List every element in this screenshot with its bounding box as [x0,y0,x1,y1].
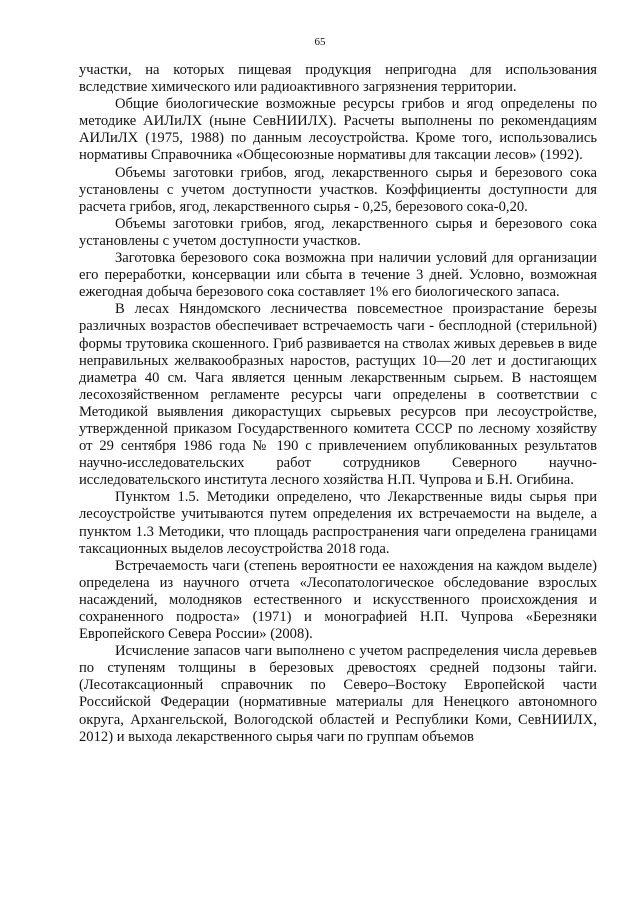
paragraph-9: Исчисление запасов чаги выполнено с учетом распределения числа деревьев по ступеням толщины в березовых древостоях средней подзоны тайги. (Лесотаксационный справочник по Северо–Востоку Европейской части Российской Федерации (нормативные материалы для Ненецкого автономного округа, Архангельской, Вологодской областей и Республики Коми, СевНИИЛХ, 2012) и выхода лекарственного сырья чаги по группам объемов [79,643,597,745]
paragraph-2: Общие биологические возможные ресурсы грибов и ягод определены по методике АИЛиЛХ (ныне СевНИИЛХ). Расчеты выполнены по рекомендациям АИЛиЛХ (1975, 1988) по данным лесоустройства. Кроме того, использовались нормативы Справочника «Общесоюзные нормативы для таксации лесов» (1992). [79,96,597,164]
page-number: 65 [314,36,326,48]
paragraph-4: Объемы заготовки грибов, ягод, лекарственного сырья и березового сока установлены с учетом доступности участков. [79,215,597,249]
paragraph-1: участки, на которых пищевая продукция непригодна для использования вследствие химического или радиоактивного загрязнения территории. [79,62,597,96]
paragraph-6: В лесах Няндомского лесничества повсеместное произрастание березы различных возрастов обеспечивает встречаемость чаги - бесплодной (стерильной) формы трутовика скошенного. Гриб развивается на стволах живых деревьев в виде неправильных желвакообразных наростов, растущих 10—20 лет и достигающих диаметра 40 см. Чага является ценным лекарственным сырьем. В настоящем лесохозяйственном регламенте ресурсы чаги определены в соответствии с Методикой выявления дикорастущих сырьевых ресурсов при лесоустройстве, утвержденной приказом Государственного комитета СССР по лесному хозяйству от 29 сентября 1986 года № 190 с привлечением опубликованных результатов научно-исследовательских работ сотрудников Северного научно-исследовательского института лесного хозяйства Н.П. Чупрова и Б.Н. Огибина. [79,301,597,489]
paragraph-5: Заготовка березового сока возможна при наличии условий для организации его переработки, консервации или сбыта в течение 3 дней. Условно, возможная ежегодная добыча березового сока составляет 1% его биологического запаса. [79,250,597,301]
paragraph-7: Пунктом 1.5. Методики определено, что Лекарственные виды сырья при лесоустройстве учитываются путем определения их встречаемости на выделе, а пунктом 1.3 Методики, что площадь распространения чаги определена границами таксационных выделов лесоустройства 2018 года. [79,489,597,557]
paragraph-3: Объемы заготовки грибов, ягод, лекарственного сырья и березового сока установлены с учетом доступности участков. Коэффициенты доступности для расчета грибов, ягод, лекарственного сырья - 0,25, березового сока-0,20. [79,164,597,215]
paragraph-8: Встречаемость чаги (степень вероятности ее нахождения на каждом выделе) определена из научного отчета «Лесопатологическое обследование взрослых насаждений, молодняков естественного и искусственного происхождения и сохраненного подроста» (1971) и монографией Н.П. Чупрова «Березняки Европейского Севера России» (2008). [79,557,597,643]
document-body [79,62,597,746]
